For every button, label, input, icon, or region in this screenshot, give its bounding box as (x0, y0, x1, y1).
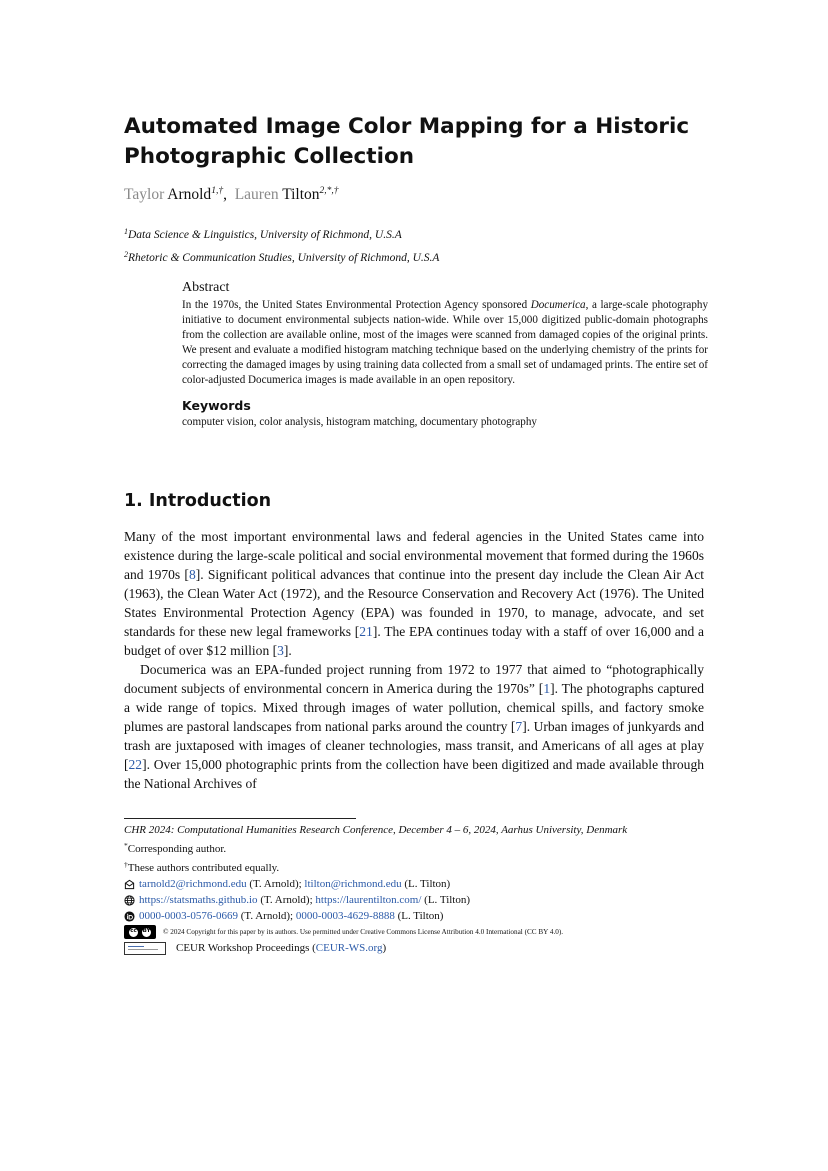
orcid-row (124, 908, 724, 924)
ceur-text-close: ) (382, 942, 387, 954)
paragraph-text: ]. The photographs captured a wide range of topics. Mixed through images of water pollution, chemical spills, and factory smoke plumes are pastoral landscapes from national parks around the country [ (124, 681, 704, 734)
email-link-tilton[interactable]: ltilton@richmond.edu (304, 878, 402, 890)
citation-link[interactable]: 21 (359, 624, 373, 639)
affiliation-1-number: 1 (124, 227, 128, 236)
footnotes (124, 822, 724, 956)
corresponding-text: Corresponding author. (127, 843, 227, 855)
paper-title: Automated Image Color Mapping for a Historic Photographic Collection (124, 114, 690, 169)
author-2-family-name: Tilton (282, 186, 320, 203)
abstract-heading: Abstract (182, 280, 230, 295)
conference-note: CHR 2024: Computational Humanities Research Conference, December 4 – 6, 2024, Aarhus University, Denmark (124, 824, 628, 836)
website-owner: (T. Arnold); (257, 894, 316, 906)
keywords-text: computer vision, color analysis, histogram matching, documentary photography (182, 415, 537, 428)
citation-link[interactable]: 7 (515, 719, 523, 734)
envelope-icon (124, 879, 135, 890)
footnote-divider (124, 818, 356, 819)
affiliation-1 (124, 222, 439, 245)
author-2-marks: 2,*,† (319, 186, 339, 196)
affiliations (124, 222, 439, 268)
website-link-tilton[interactable]: https://laurentilton.com/ (315, 894, 422, 906)
affiliation-2-number: 2 (124, 250, 128, 259)
keywords-heading: Keywords (182, 397, 251, 413)
citation-link[interactable]: 3 (277, 643, 284, 658)
ceur-link[interactable]: CEUR-WS.org (315, 942, 383, 954)
orcid-link-tilton[interactable]: 0000-0003-4629-8888 (295, 910, 395, 922)
cc-symbol: cc (128, 927, 139, 938)
author-1-marks: 1,† (211, 186, 224, 196)
paragraph-text: ]. Over 15,000 photographic prints from the collection have been digitized and made available through the National Archives of (124, 757, 704, 791)
by-symbol: BY (141, 927, 152, 938)
website-link-arnold[interactable]: https://statsmaths.github.io (139, 894, 258, 906)
orcid-icon (124, 911, 135, 922)
abstract-emphasis: Documerica (530, 299, 586, 311)
abstract-block (182, 280, 708, 430)
orcid-owner: (T. Arnold); (238, 910, 296, 922)
citation-link[interactable]: 1 (543, 681, 551, 696)
paragraph-text: ]. Urban images of junkyards and trash are juxtaposed with images of cleaner technologies, mass transit, and Americans of all ages at play [ (124, 719, 704, 772)
paragraph-text: Documerica was an EPA-funded project running from 1972 to 1977 that aimed to “photographically document subjects of environmental concern in America during the 1970s” [ (124, 662, 704, 696)
corresponding-note (124, 838, 724, 857)
affiliation-1-text: Data Science & Linguistics, University of Richmond, U.S.A (128, 229, 402, 241)
author-1-family-name: Arnold (167, 186, 212, 203)
cc-by-icon (124, 925, 156, 939)
web-row (124, 892, 724, 908)
paragraph (124, 527, 704, 660)
section-heading: 1. Introduction (124, 491, 272, 511)
email-owner: (L. Tilton) (401, 878, 451, 890)
citation-link[interactable]: 22 (128, 757, 143, 772)
equal-text: These authors contributed equally. (127, 862, 280, 874)
paragraph (124, 660, 704, 793)
equal-mark: † (124, 860, 128, 869)
ceur-text: CEUR Workshop Proceedings ( (176, 942, 316, 954)
abstract-text-part: In the 1970s, the United States Environmental Protection Agency sponsored (182, 299, 531, 311)
affiliation-2-text: Rhetoric & Communication Studies, University of Richmond, U.S.A (128, 252, 440, 264)
paragraph-text: Many of the most important environmental laws and federal agencies in the United States came into existence during the large-scale political and social environmental movement that formed during the 1960s and 1970s [ (124, 529, 704, 582)
citation-link[interactable]: 8 (188, 567, 196, 582)
affiliation-2 (124, 245, 439, 268)
website-owner: (L. Tilton) (421, 894, 471, 906)
email-link-arnold[interactable]: tarnold2@richmond.edu (139, 878, 247, 890)
abstract-text-part: , a large-scale photography initiative to document environmental subjects nation-wide. While over 15,000 digitized public-domain photographs from the collection are available online, most of the images were scanned from damaged copies of the original prints. We present and evaluate a modified histogram matching technique based on the underlying chemistry of the prints for correcting the damaged images by using training data collected from a small set of undamaged prints. The entire set of color-adjusted Documerica images is made available in an open repository. (182, 299, 708, 387)
paragraph-text: ]. The EPA continues today with a staff of over 16,000 and a budget of over $12 million [ (124, 624, 704, 658)
introduction-body (124, 527, 704, 793)
abstract-text (182, 298, 708, 389)
paragraph-text: ]. (283, 643, 292, 658)
license-row (124, 924, 724, 940)
equal-contribution-note (124, 857, 724, 876)
author-list: Taylor Arnold$^{1,\dagger}$, Lauren Tilton$^{2,*,\dagger}$ (124, 186, 339, 203)
email-owner: (T. Arnold); (246, 878, 305, 890)
ceur-logo (124, 942, 166, 955)
email-row (124, 876, 724, 892)
globe-icon (124, 895, 135, 906)
paragraph-text: ]. Significant political advances that continue into the present day include the Clean Air Act (1963), the Clean Water Act (1972), and the Resource Conservation and Recovery Act (1976). The United States Environmental Protection Agency (EPA) was founded in 1970, to manage, advocate, and set standards for these new legal frameworks [ (124, 567, 704, 639)
ceur-row (124, 940, 724, 956)
author-2-given-name: Lauren (234, 186, 279, 203)
license-text: © 2024 Copyright for this paper by its authors. Use permitted under Creative Commons License Attribution 4.0 International (CC BY 4.0). (163, 928, 564, 936)
author-1-given-name: Taylor (124, 186, 165, 203)
corresponding-mark: * (124, 841, 128, 850)
orcid-link-arnold[interactable]: 0000-0003-0576-0669 (139, 910, 238, 922)
orcid-owner: (L. Tilton) (394, 910, 444, 922)
